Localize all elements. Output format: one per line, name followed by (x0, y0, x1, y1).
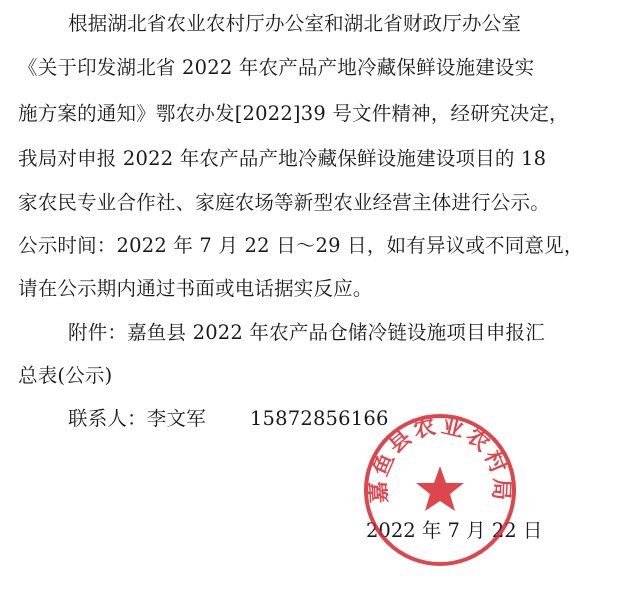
body-line-4: 我局对申报 2022 年农产品产地冷藏保鲜设施建设项目的 18 (18, 147, 547, 170)
body-line-7: 请在公示期内通过书面或电话据实反应。 (18, 277, 373, 300)
contact-phone: 15872856166 (249, 407, 389, 430)
attachment-line-1: 附件：嘉鱼县 2022 年农产品仓储冷链设施项目申报汇 (68, 321, 545, 344)
contact-line (0, 401, 621, 437)
body-line-5: 家农民专业合作社、家庭农场等新型农业经营主体进行公示。 (18, 191, 550, 214)
attachment-line-2: 总表(公示) (18, 364, 113, 387)
contact-label: 联系人：李文军 (68, 407, 206, 430)
document-date: 2022 年 7 月 22 日 (366, 519, 543, 542)
body-line-2: 《关于印发湖北省 2022 年农产品产地冷藏保鲜设施建设实 (18, 56, 535, 79)
seal-text: 嘉鱼县农业农村局 (365, 412, 515, 504)
official-seal-icon (360, 410, 520, 570)
body-line-6: 公示时间：2022 年 7 月 22 日～29 日，如有异议或不同意见， (18, 234, 584, 257)
body-line-3: 施方案的通知》鄂农办发[2022]39 号文件精神，经研究决定， (18, 102, 569, 125)
body-line-1: 根据湖北省农业农村厅办公室和湖北省财政厅办公室 (68, 12, 522, 35)
